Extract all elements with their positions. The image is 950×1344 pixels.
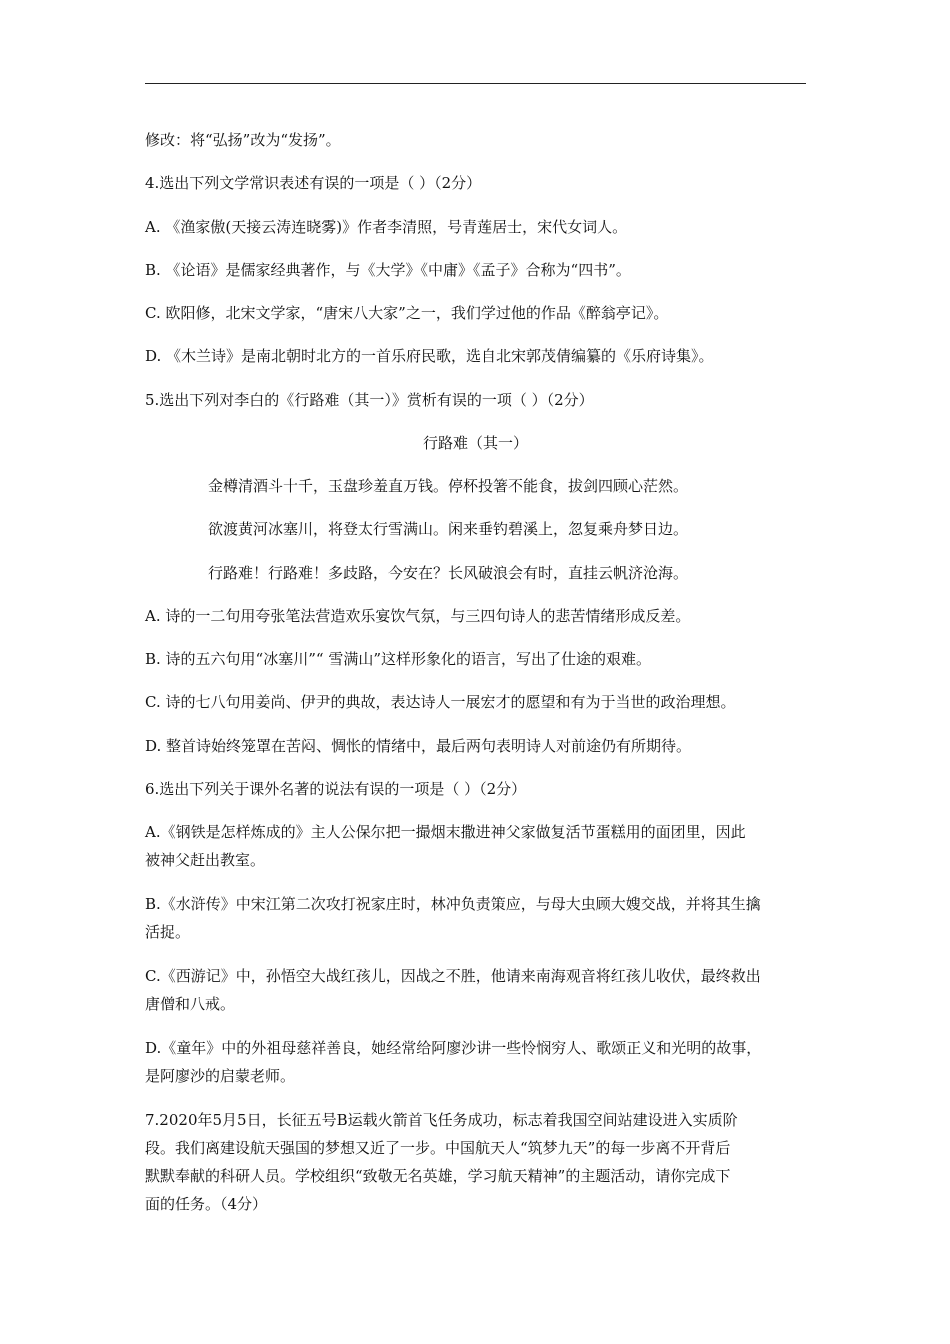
q5-stem: 5.选出下列对李白的《行路难（其一）》赏析有误的一项（ ）（2分） bbox=[145, 391, 594, 409]
q5-option-b: B. 诗的五六句用“冰塞川”“ 雪满山”这样形象化的语言，写出了仕途的艰难。 bbox=[145, 650, 652, 668]
q5-option-a: A. 诗的一二句用夸张笔法营造欢乐宴饮气氛，与三四句诗人的悲苦情绪形成反差。 bbox=[145, 607, 691, 625]
q7-line-1: 7.2020年5月5日，长征五号B运载火箭首飞任务成功，标志着我国空间站建设进入实质阶 bbox=[145, 1111, 738, 1129]
q7-line-3: 默默奉献的科研人员。学校组织“致敬无名英雄，学习航天精神”的主题活动，请你完成下 bbox=[145, 1167, 731, 1185]
q6-option-c-cont: 唐僧和八戒。 bbox=[145, 995, 236, 1013]
poem-line-1: 金樽清酒斗十千，玉盘珍羞直万钱。停杯投箸不能食，拔剑四顾心茫然。 bbox=[208, 477, 689, 495]
q6-option-d-cont: 是阿廖沙的启蒙老师。 bbox=[145, 1067, 296, 1085]
q6-option-d: D.《童年》中的外祖母慈祥善良，她经常给阿廖沙讲一些怜悯穷人、歌颂正义和光明的故事， bbox=[145, 1039, 762, 1057]
q4-stem: 4.选出下列文学常识表述有误的一项是（ ）（2分） bbox=[145, 174, 482, 192]
q6-option-a: A.《钢铁是怎样炼成的》主人公保尔把一撮烟末撒进神父家做复活节蛋糕用的面团里，因此 bbox=[145, 823, 746, 841]
poem-line-2: 欲渡黄河冰塞川，将登太行雪满山。闲来垂钓碧溪上，忽复乘舟梦日边。 bbox=[208, 520, 689, 538]
q6-option-a-cont: 被神父赶出教室。 bbox=[145, 851, 266, 869]
q6-option-b: B.《水浒传》中宋江第二次攻打祝家庄时，林冲负责策应，与母大虫顾大嫂交战，并将其生擒 bbox=[145, 895, 761, 913]
q4-option-d: D. 《木兰诗》是南北朝时北方的一首乐府民歌，选自北宋郭茂倩编纂的《乐府诗集》。 bbox=[145, 347, 714, 365]
q6-option-c: C.《西游记》中，孙悟空大战红孩儿，因战之不胜，他请来南海观音将红孩儿收伏，最终救出 bbox=[145, 967, 761, 985]
q4-option-c: C. 欧阳修，北宋文学家，“唐宋八大家”之一，我们学过他的作品《醉翁亭记》。 bbox=[145, 304, 669, 322]
header-rule bbox=[145, 83, 806, 84]
q7-line-2: 段。我们离建设航天强国的梦想又近了一步。中国航天人“筑梦九天”的每一步离不开背后 bbox=[145, 1139, 731, 1157]
q5-option-d: D. 整首诗始终笼罩在苦闷、惆怅的情绪中，最后两句表明诗人对前途仍有所期待。 bbox=[145, 737, 692, 755]
poem-line-3: 行路难！行路难！多歧路，今安在？长风破浪会有时，直挂云帆济沧海。 bbox=[208, 564, 689, 582]
q4-option-b: B. 《论语》是儒家经典著作，与《大学》《中庸》《孟子》合称为“四书”。 bbox=[145, 261, 631, 279]
poem-title: 行路难（其一） bbox=[422, 434, 528, 452]
q6-option-b-cont: 活捉。 bbox=[145, 923, 191, 941]
q5-option-c: C. 诗的七八句用姜尚、伊尹的典故，表达诗人一展宏才的愿望和有为于当世的政治理想。 bbox=[145, 693, 736, 711]
revision-note: 修改：将“弘扬”改为“发扬”。 bbox=[145, 131, 341, 149]
q6-stem: 6.选出下列关于课外名著的说法有误的一项是（ ）（2分） bbox=[145, 780, 527, 798]
q4-option-a: A. 《渔家傲(天接云涛连晓雾)》作者李清照，号青莲居士，宋代女词人。 bbox=[145, 218, 628, 236]
q7-line-4: 面的任务。（4分） bbox=[145, 1195, 268, 1213]
